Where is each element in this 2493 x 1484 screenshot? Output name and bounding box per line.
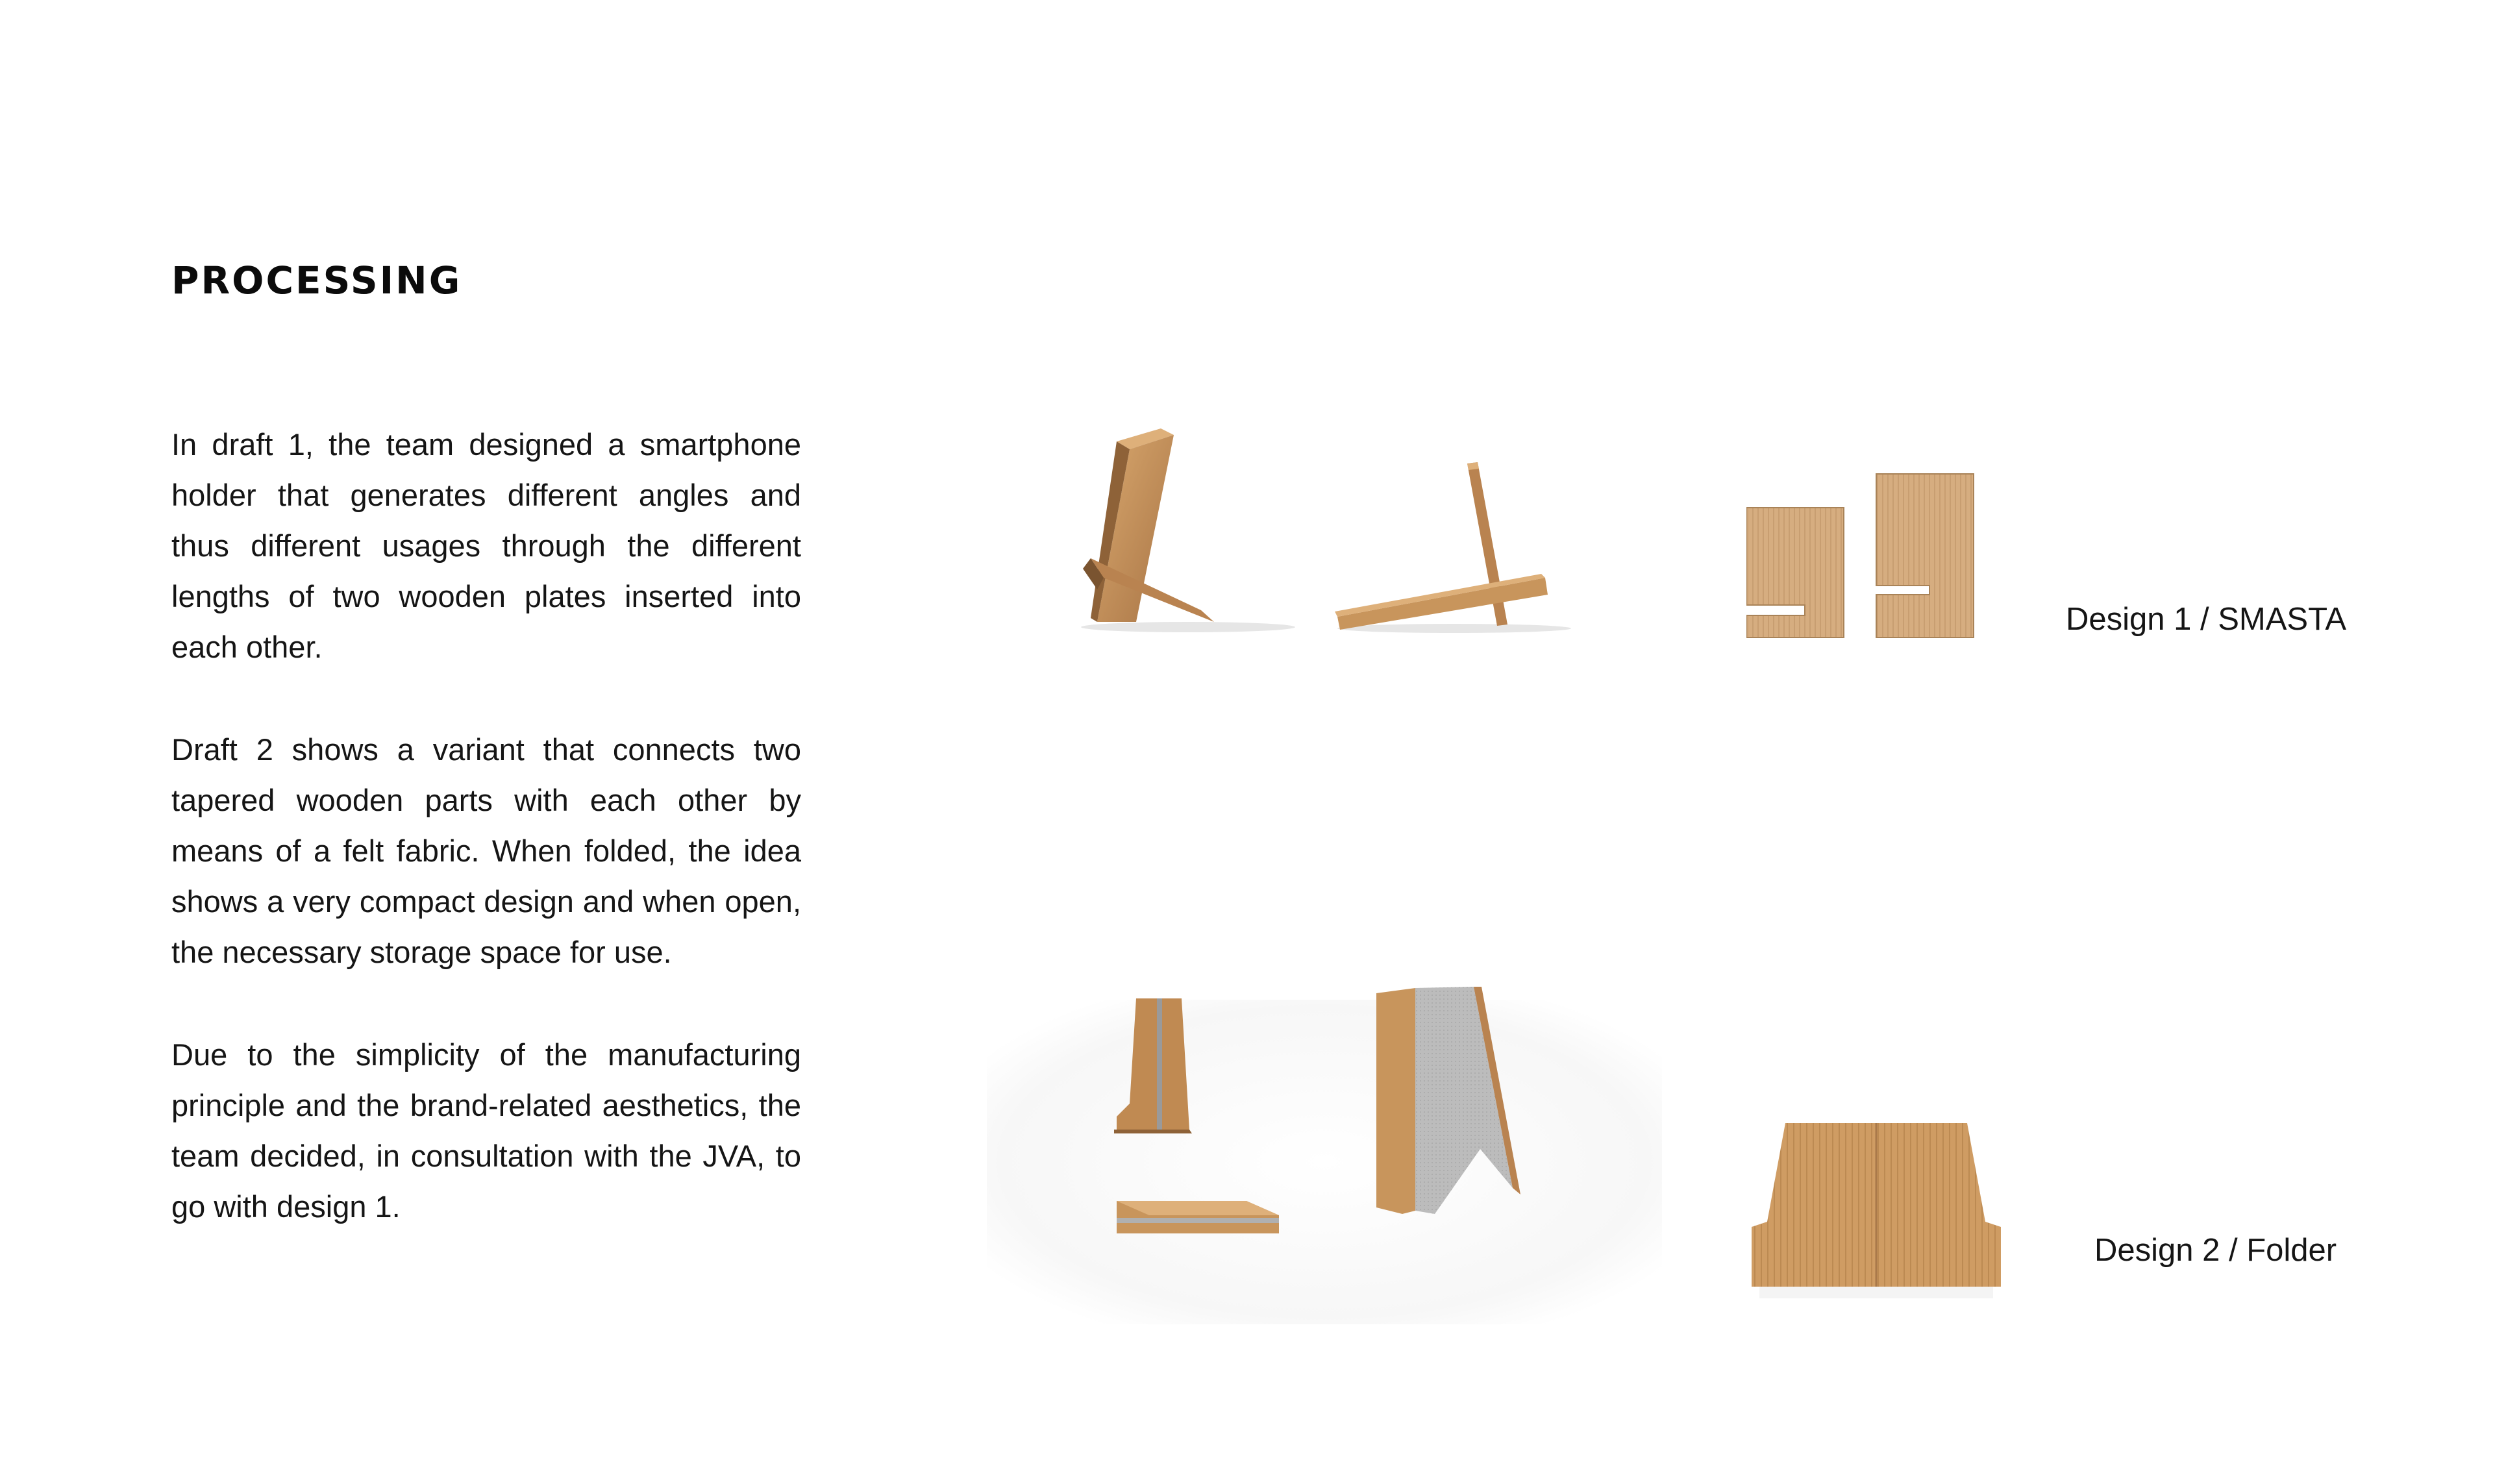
body-text xyxy=(171,419,801,1284)
paragraph-draft-1: In draft 1, the team designed a smartphone holder that generates different angles and thus different usages through the different lengths of two wooden plates inserted into each other. xyxy=(171,427,801,664)
design-1-holder-render-a xyxy=(1078,415,1298,636)
design-2-folder-renders xyxy=(987,974,1662,1337)
design-1-caption: Design 1 / SMASTA xyxy=(2066,602,2347,637)
design-2-caption: Design 2 / Folder xyxy=(2094,1233,2337,1268)
design-1-flat-parts-render xyxy=(1746,467,1993,643)
paragraph-draft-2: Draft 2 shows a variant that connects two tapered wooden parts with each other by means of a felt fabric. When folded, the idea shows a very compact design and when open, the necessary storage space for use. xyxy=(171,732,801,969)
design-1-holder-render-b xyxy=(1331,454,1578,636)
page-title: PROCESSING xyxy=(171,258,462,303)
paragraph-decision: Due to the simplicity of the manufacturing principle and the brand-related aesthetics, the team decided, in consultation with the JVA, to go with design 1. xyxy=(171,1037,801,1224)
design-2-flat-render xyxy=(1746,1117,2006,1311)
